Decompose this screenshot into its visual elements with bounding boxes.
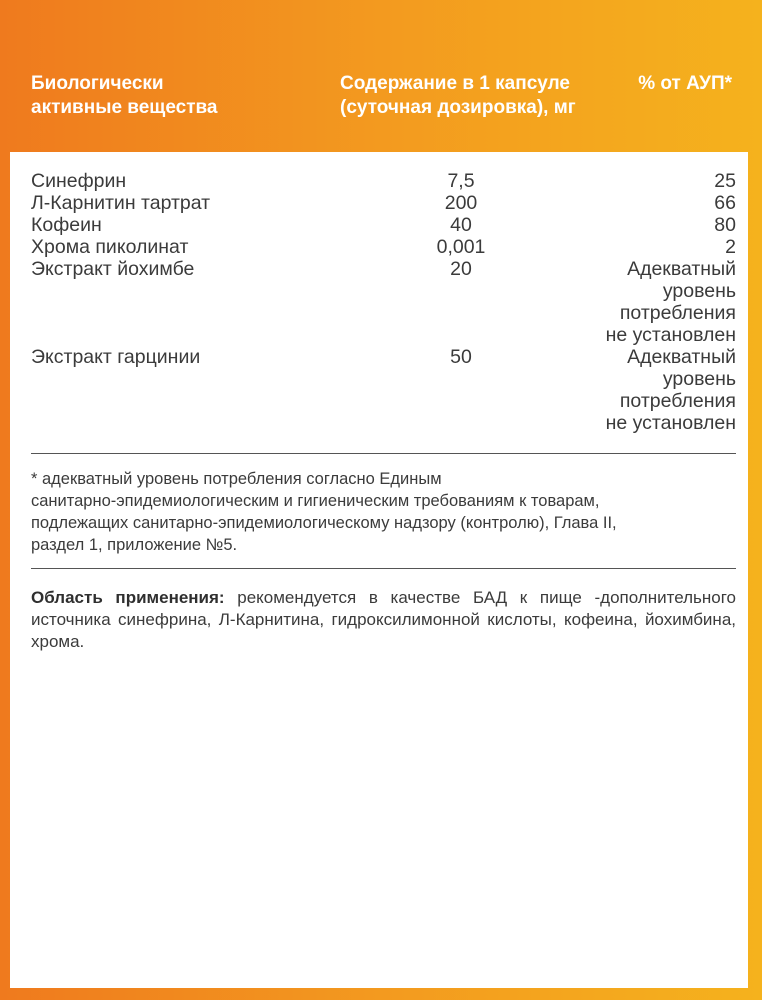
ingredient-percent-line: уровень	[662, 280, 736, 302]
ingredient-name: Кофеин	[31, 214, 102, 236]
ingredient-dose: 50	[450, 346, 472, 368]
ingredient-percent	[551, 214, 736, 236]
ingredient-dose: 0,001	[436, 236, 486, 258]
table-row	[31, 214, 736, 236]
ingredient-dose: 40	[450, 214, 472, 236]
ingredient-percent	[551, 258, 736, 346]
header-substances-line1: Биологически	[31, 73, 164, 94]
usage-section	[31, 587, 736, 653]
usage-text: рекомендуется в качестве БАД к пище -дополнительного источника синефрина, Л-Карнитина, гидроксилимонной кислоты, кофеина, йохимбина, хрома.	[31, 588, 736, 651]
ingredient-percent-line: Адекватный	[627, 258, 736, 280]
ingredient-name: Хрома пиколинат	[31, 236, 189, 258]
ingredient-percent-line: уровень	[662, 368, 736, 390]
ingredient-percent-line: 80	[714, 214, 736, 236]
table-row	[31, 258, 736, 346]
divider	[31, 453, 736, 454]
table-header	[0, 0, 762, 152]
footnote-line: санитарно-эпидемиологическим и гигиеническим требованиям к товарам,	[31, 492, 600, 510]
usage-label: Область применения:	[31, 588, 225, 607]
ingredient-percent	[551, 236, 736, 258]
ingredient-percent-line: 2	[725, 236, 736, 258]
ingredient-percent	[551, 170, 736, 192]
ingredient-percent	[551, 346, 736, 434]
ingredient-name: Экстракт гарцинии	[31, 346, 201, 368]
ingredient-name: Синефрин	[31, 170, 127, 192]
content-panel	[10, 152, 748, 988]
header-substances-line2: активные вещества	[31, 97, 218, 118]
table-row	[31, 236, 736, 258]
header-substances	[31, 72, 251, 120]
table-row	[31, 170, 736, 192]
ingredient-dose: 200	[444, 192, 478, 214]
header-content-line1: Содержание в 1 капсуле	[340, 73, 570, 94]
ingredient-percent	[551, 192, 736, 214]
footnote-line: подлежащих санитарно-эпидемиологическому надзору (контролю), Глава II,	[31, 514, 617, 532]
header-content	[340, 72, 610, 120]
ingredient-name: Л-Карнитин тартрат	[31, 192, 211, 214]
ingredients-table	[31, 170, 736, 434]
ingredient-percent-line: 66	[714, 192, 736, 214]
header-percent: % от АУП*	[638, 73, 732, 94]
ingredient-dose: 7,5	[447, 170, 475, 192]
footnote-line: раздел 1, приложение №5.	[31, 536, 238, 554]
header-content-line2: (суточная дозировка), мг	[340, 97, 576, 118]
ingredient-percent-line: не установлен	[605, 412, 736, 434]
footnote-line: * адекватный уровень потребления согласно Единым	[31, 470, 442, 488]
table-row	[31, 192, 736, 214]
ingredient-dose: 20	[450, 258, 472, 280]
ingredient-percent-line: не установлен	[605, 324, 736, 346]
footnote	[31, 468, 731, 556]
table-row	[31, 346, 736, 434]
ingredient-percent-line: 25	[714, 170, 736, 192]
divider	[31, 568, 736, 569]
ingredient-percent-line: потребления	[619, 302, 736, 324]
ingredient-percent-line: потребления	[619, 390, 736, 412]
ingredient-name: Экстракт йохимбе	[31, 258, 195, 280]
ingredient-percent-line: Адекватный	[627, 346, 736, 368]
